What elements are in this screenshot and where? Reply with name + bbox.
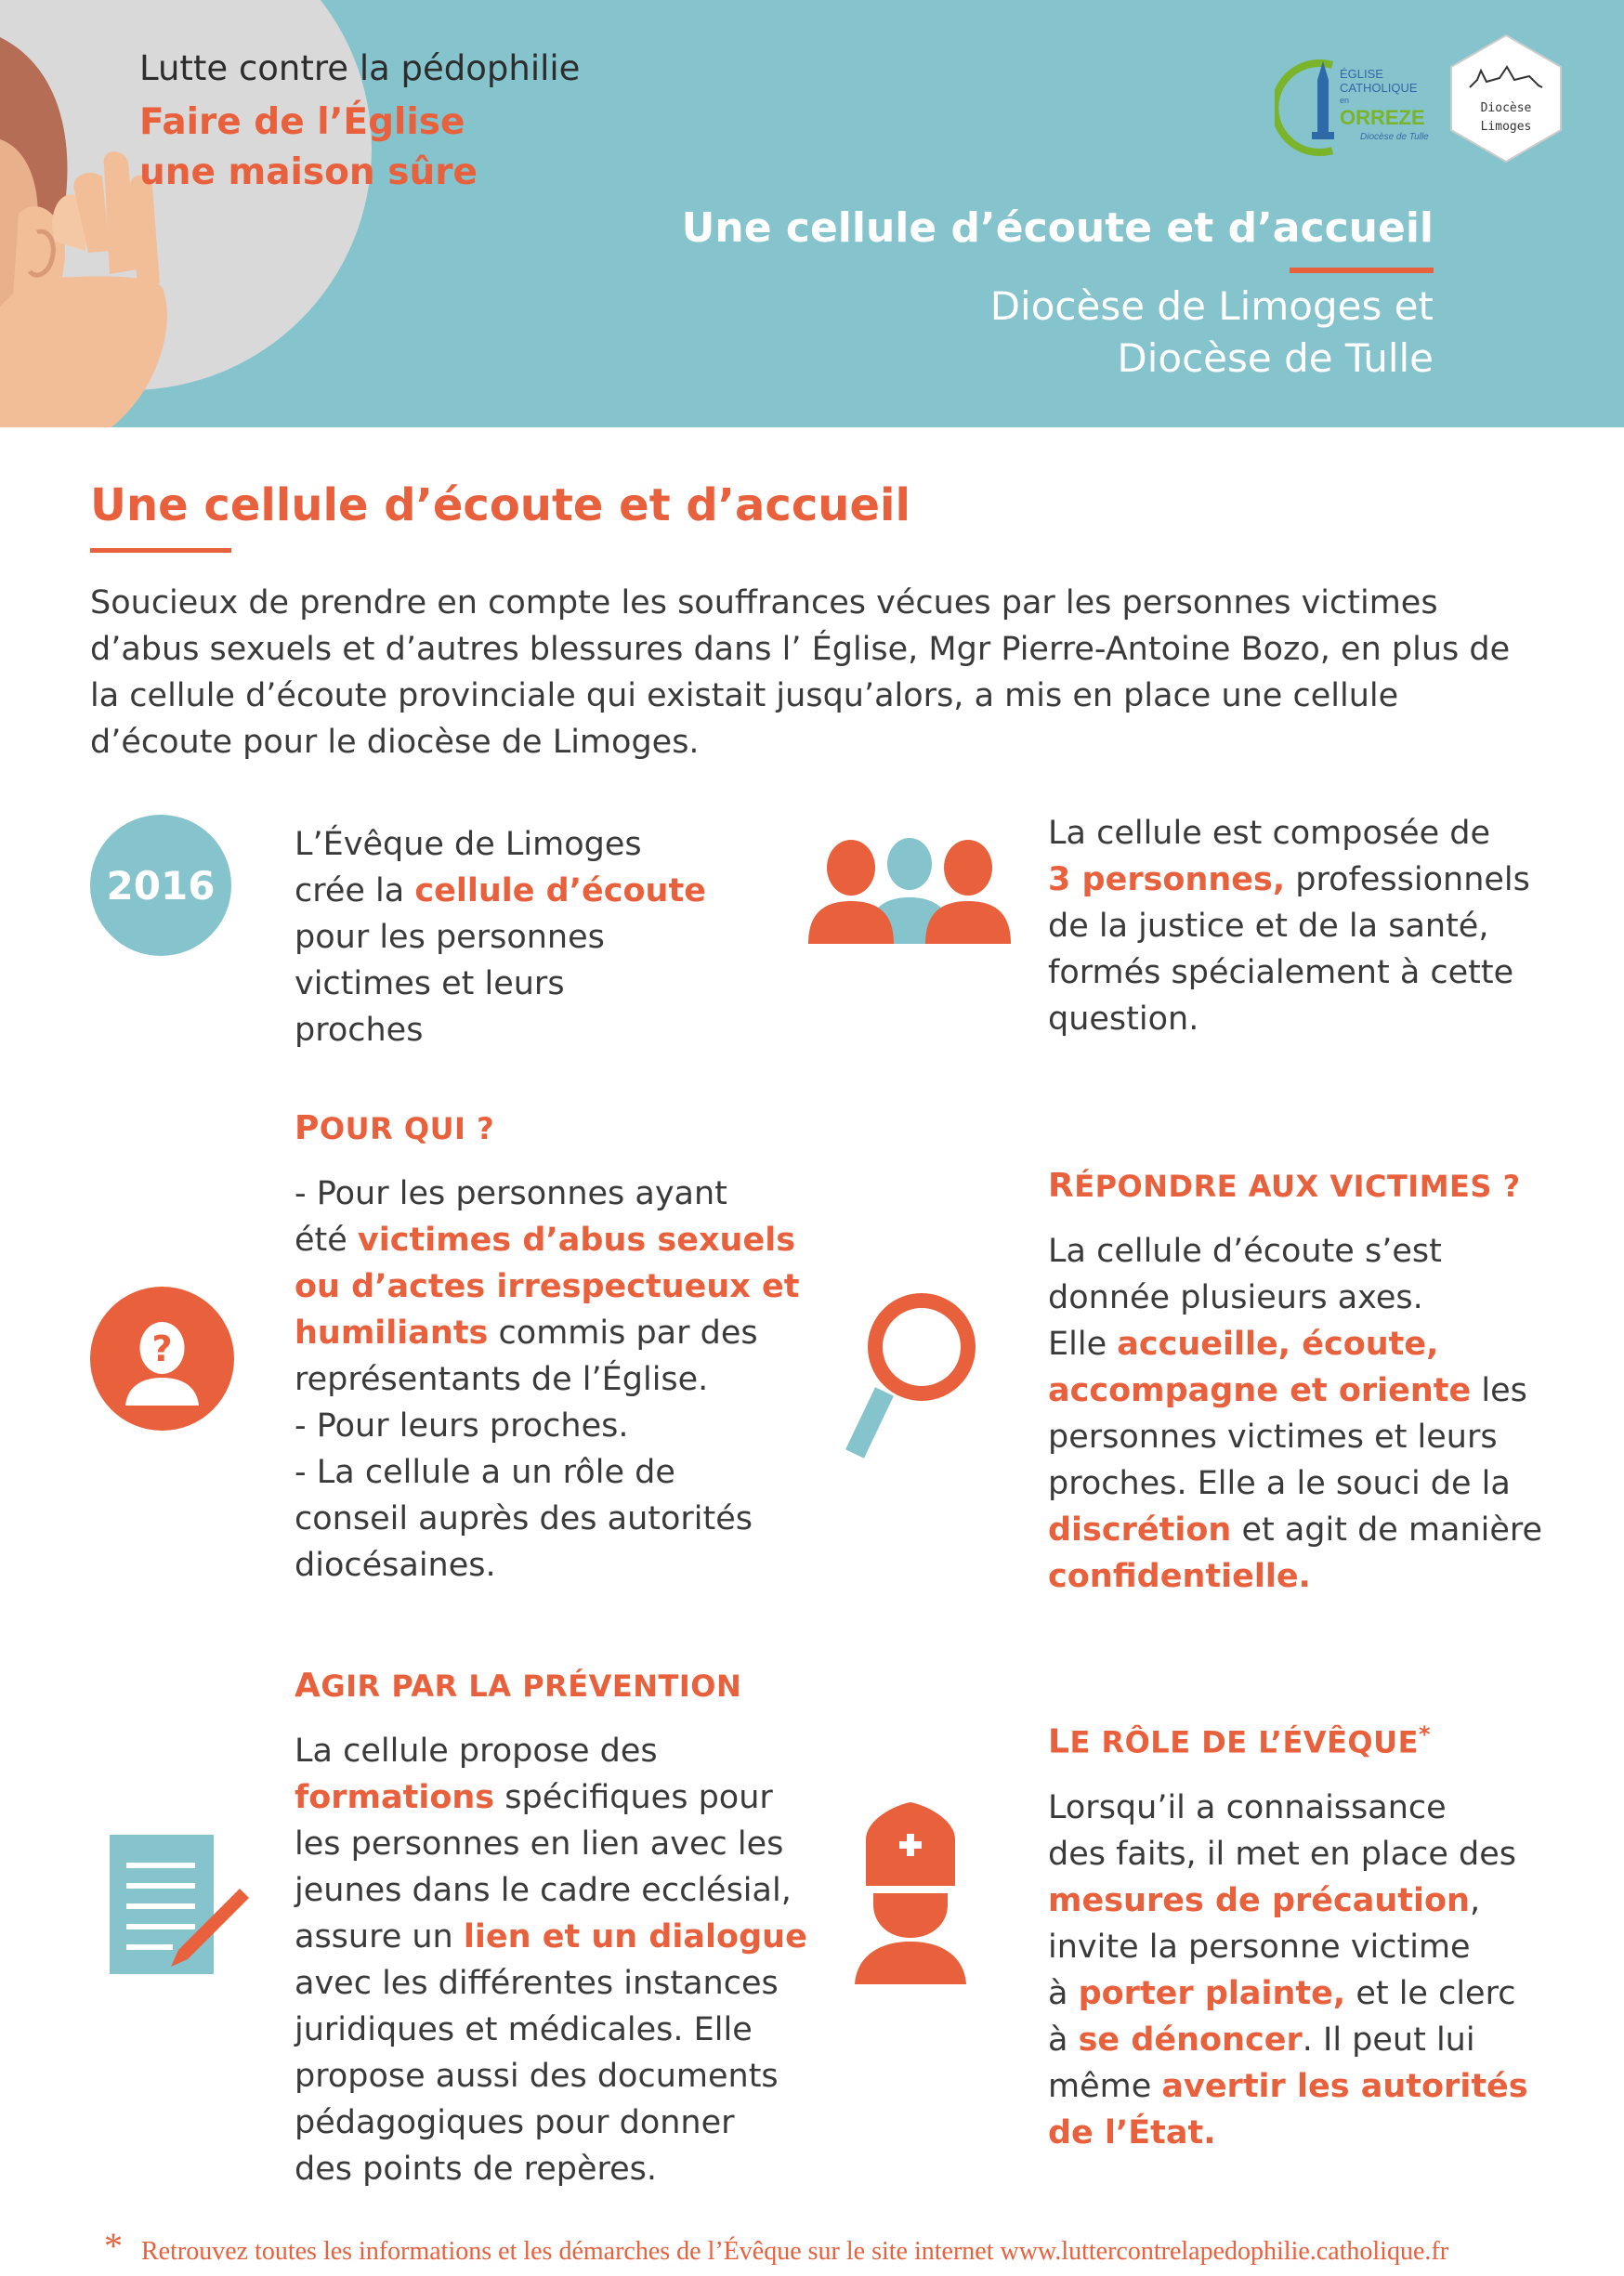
composition-block [1048, 810, 1587, 1042]
repondre-heading-cap: R [1048, 1167, 1075, 1205]
composition-highlight: 3 personnes, [1048, 861, 1286, 898]
header-banner [0, 0, 1624, 427]
header-main-title [139, 98, 478, 198]
composition-line4: formés spécialement à cette [1048, 954, 1514, 991]
year-badge: 2016 [90, 815, 231, 956]
creation-line2 [295, 868, 778, 914]
logo-correze-line1: ÉGLISE [1340, 67, 1383, 81]
section-title-underline [90, 548, 231, 553]
svg-text:?: ? [151, 1328, 173, 1369]
diocese-limoges-logo [1449, 33, 1563, 164]
repondre-line7-text: et agit de manière [1231, 1511, 1543, 1549]
pour-qui-heading [295, 1105, 815, 1152]
eveque-line3 [1048, 1877, 1605, 1924]
magnifier-icon [845, 1291, 985, 1463]
creation-line3: pour les personnes [295, 919, 605, 956]
prevention-line8: propose aussi des documents [295, 2058, 779, 2095]
pour-qui-line2-text: été [295, 1222, 358, 1259]
creation-line4: victimes et leurs [295, 965, 565, 1002]
repondre-line6: proches. Elle a le souci de la [1048, 1465, 1511, 1502]
creation-line2-text: crée la [295, 872, 415, 909]
eveque-line6-text: . Il peut lui [1302, 2021, 1475, 2059]
header-title-underline [1290, 268, 1434, 273]
pour-qui-line8: conseil auprès des autorités [295, 1500, 753, 1537]
eveque-line7 [1048, 2063, 1605, 2110]
logo-limoges-line1: Diocèse [1480, 101, 1532, 115]
prevention-line1: La cellule propose des [295, 1733, 658, 1770]
header-sub-line1: Diocèse de Limoges et [989, 283, 1434, 329]
logo-correze-line5: Diocèse de Tulle [1360, 132, 1429, 142]
repondre-highlight2: accompagne et oriente [1048, 1372, 1472, 1409]
prevention-heading-cap: A [295, 1667, 321, 1705]
pour-qui-line3: ou d’actes irrespectueux et [295, 1268, 800, 1305]
question-person-icon [90, 1287, 234, 1431]
eveque-line5 [1048, 1970, 1605, 2017]
pour-qui-line9: diocésaines. [295, 1547, 496, 1584]
logo-correze-line2: CATHOLIQUE [1340, 81, 1418, 95]
pour-qui-block [295, 1105, 815, 1589]
composition-line3: de la justice et de la santé, [1048, 908, 1489, 945]
composition-line5: question. [1048, 1001, 1199, 1038]
pour-qui-line2 [295, 1217, 815, 1263]
section-title: Une cellule d’écoute et d’accueil [90, 479, 910, 531]
eveque-line5-text: et le clerc [1345, 1974, 1516, 2012]
prevention-line9: pédagogiques pour donner [295, 2104, 735, 2141]
pour-qui-heading-cap: P [295, 1109, 320, 1147]
eveque-line4: invite la personne victime [1048, 1928, 1471, 1966]
repondre-line1: La cellule d’écoute s’est [1048, 1233, 1442, 1270]
eveque-heading-star: * [1418, 1721, 1432, 1747]
pour-qui-line5: représentants de l’Église. [295, 1361, 709, 1398]
repondre-line5: personnes victimes et leurs [1048, 1419, 1498, 1456]
eveque-block [1048, 1711, 1605, 2156]
repondre-line4 [1048, 1367, 1605, 1414]
eveque-highlight1: mesures de précaution [1048, 1881, 1470, 1919]
logo-correze-line3: en [1340, 96, 1350, 105]
prevention-line2 [295, 1774, 852, 1821]
eveque-line8: de l’État. [1048, 2113, 1216, 2152]
repondre-line7 [1048, 1507, 1605, 1553]
footer-text: Retrouvez toutes les informations et les démarches de l’Évêque sur le site internet www.luttercontrelapedophilie.catholique.fr [141, 2237, 1449, 2266]
eveque-heading-rest: E RÔLE DE L’ÉVÊQUE [1069, 1724, 1419, 1760]
prevention-block [295, 1663, 852, 2192]
pour-qui-line1: - Pour les personnes ayant [295, 1175, 727, 1212]
eveque-line6 [1048, 2017, 1605, 2063]
repondre-line3 [1048, 1321, 1605, 1367]
pour-qui-line4-text: commis par des [488, 1315, 758, 1352]
logo-limoges-line2: Limoges [1480, 120, 1532, 134]
repondre-line4-text: les [1471, 1372, 1527, 1409]
eglise-correze-logo [1275, 52, 1434, 156]
header-title-line2: une maison sûre [139, 151, 478, 193]
pour-qui-highlight1: victimes d’abus sexuels [357, 1222, 796, 1259]
footer-asterisk: * [104, 2225, 123, 2267]
people-group-icon [808, 836, 1011, 944]
footer-note [104, 2225, 1449, 2267]
header-title-line1: Faire de l’Église [139, 101, 465, 143]
creation-line1: L’Évêque de Limoges [295, 826, 642, 863]
prevention-heading-rest: GIR PAR LA PRÉVENTION [321, 1668, 742, 1704]
repondre-highlight1: accueille, écoute, [1117, 1326, 1439, 1363]
eveque-highlight3: se dénoncer [1078, 2021, 1303, 2059]
prevention-line2-text: spécifiques pour [494, 1779, 773, 1816]
header-right-subtitle [990, 281, 1434, 385]
repondre-highlight3: discrétion [1048, 1511, 1232, 1549]
eveque-highlight4: avertir les autorités [1161, 2067, 1528, 2105]
pour-qui-line6: - Pour leurs proches. [295, 1407, 629, 1445]
bishop-mitre-icon [855, 1802, 966, 1984]
creation-block [295, 821, 778, 1053]
eveque-heading-cap: L [1048, 1722, 1070, 1761]
creation-highlight: cellule d’écoute [414, 872, 706, 909]
eveque-line5-prefix: à [1048, 1974, 1079, 2012]
eveque-line3-text: , [1469, 1881, 1481, 1919]
eveque-heading [1048, 1711, 1605, 1766]
prevention-heading [295, 1663, 852, 1709]
eveque-highlight2: porter plainte, [1078, 1974, 1346, 2012]
composition-line1: La cellule est composée de [1048, 815, 1491, 852]
prevention-line3: les personnes en lien avec les [295, 1825, 784, 1863]
repondre-line3-text: Elle [1048, 1326, 1118, 1363]
prevention-line6: avec les différentes instances [295, 1965, 779, 2002]
repondre-block [1048, 1163, 1605, 1600]
composition-line2 [1048, 857, 1587, 903]
intro-paragraph: Soucieux de prendre en compte les souffrances vécues par les personnes victimes d’abus sexuels et d’autres blessures dans l’ Église, Mgr Pierre-Antoine Bozo, en plus de la cellule d’écoute provinciale qui existait jusqu’alors, a mis en place une cellule d’écoute pour le diocèse de Limoges. [90, 584, 1511, 761]
eveque-line7-prefix: même [1048, 2067, 1162, 2105]
logo-correze-line4: ORREZE [1340, 106, 1425, 129]
document-pen-icon [110, 1835, 249, 1974]
eveque-line1: Lorsqu’il a connaissance [1048, 1788, 1447, 1826]
composition-line2-text: professionnels [1285, 861, 1530, 898]
repondre-heading [1048, 1163, 1605, 1210]
repondre-heading-rest: ÉPONDRE AUX VICTIMES ? [1074, 1169, 1521, 1204]
prevention-line7: juridiques et médicales. Elle [295, 2011, 753, 2048]
prevention-line5 [295, 1914, 852, 1960]
header-kicker: Lutte contre la pédophilie [139, 48, 581, 88]
prevention-highlight1: formations [295, 1779, 495, 1816]
pour-qui-heading-rest: OUR QUI ? [319, 1111, 495, 1146]
repondre-line8: confidentielle. [1048, 1558, 1311, 1595]
prevention-highlight2: lien et un dialogue [463, 1918, 807, 1956]
eveque-line6-prefix: à [1048, 2021, 1079, 2059]
prevention-line4: jeunes dans le cadre ecclésial, [295, 1872, 792, 1909]
prevention-line5-text: assure un [295, 1918, 464, 1956]
pour-qui-line4 [295, 1310, 815, 1356]
repondre-line2: donnée plusieurs axes. [1048, 1279, 1423, 1316]
eveque-line2: des faits, il met en place des [1048, 1835, 1516, 1873]
pour-qui-highlight2: humiliants [295, 1315, 489, 1352]
creation-line5: proches [295, 1012, 424, 1049]
header-right-title: Une cellule d’écoute et d’accueil [681, 204, 1434, 252]
header-sub-line2: Diocèse de Tulle [1117, 335, 1434, 381]
prevention-line10: des points de repères. [295, 2151, 658, 2188]
pour-qui-line7: - La cellule a un rôle de [295, 1454, 675, 1491]
